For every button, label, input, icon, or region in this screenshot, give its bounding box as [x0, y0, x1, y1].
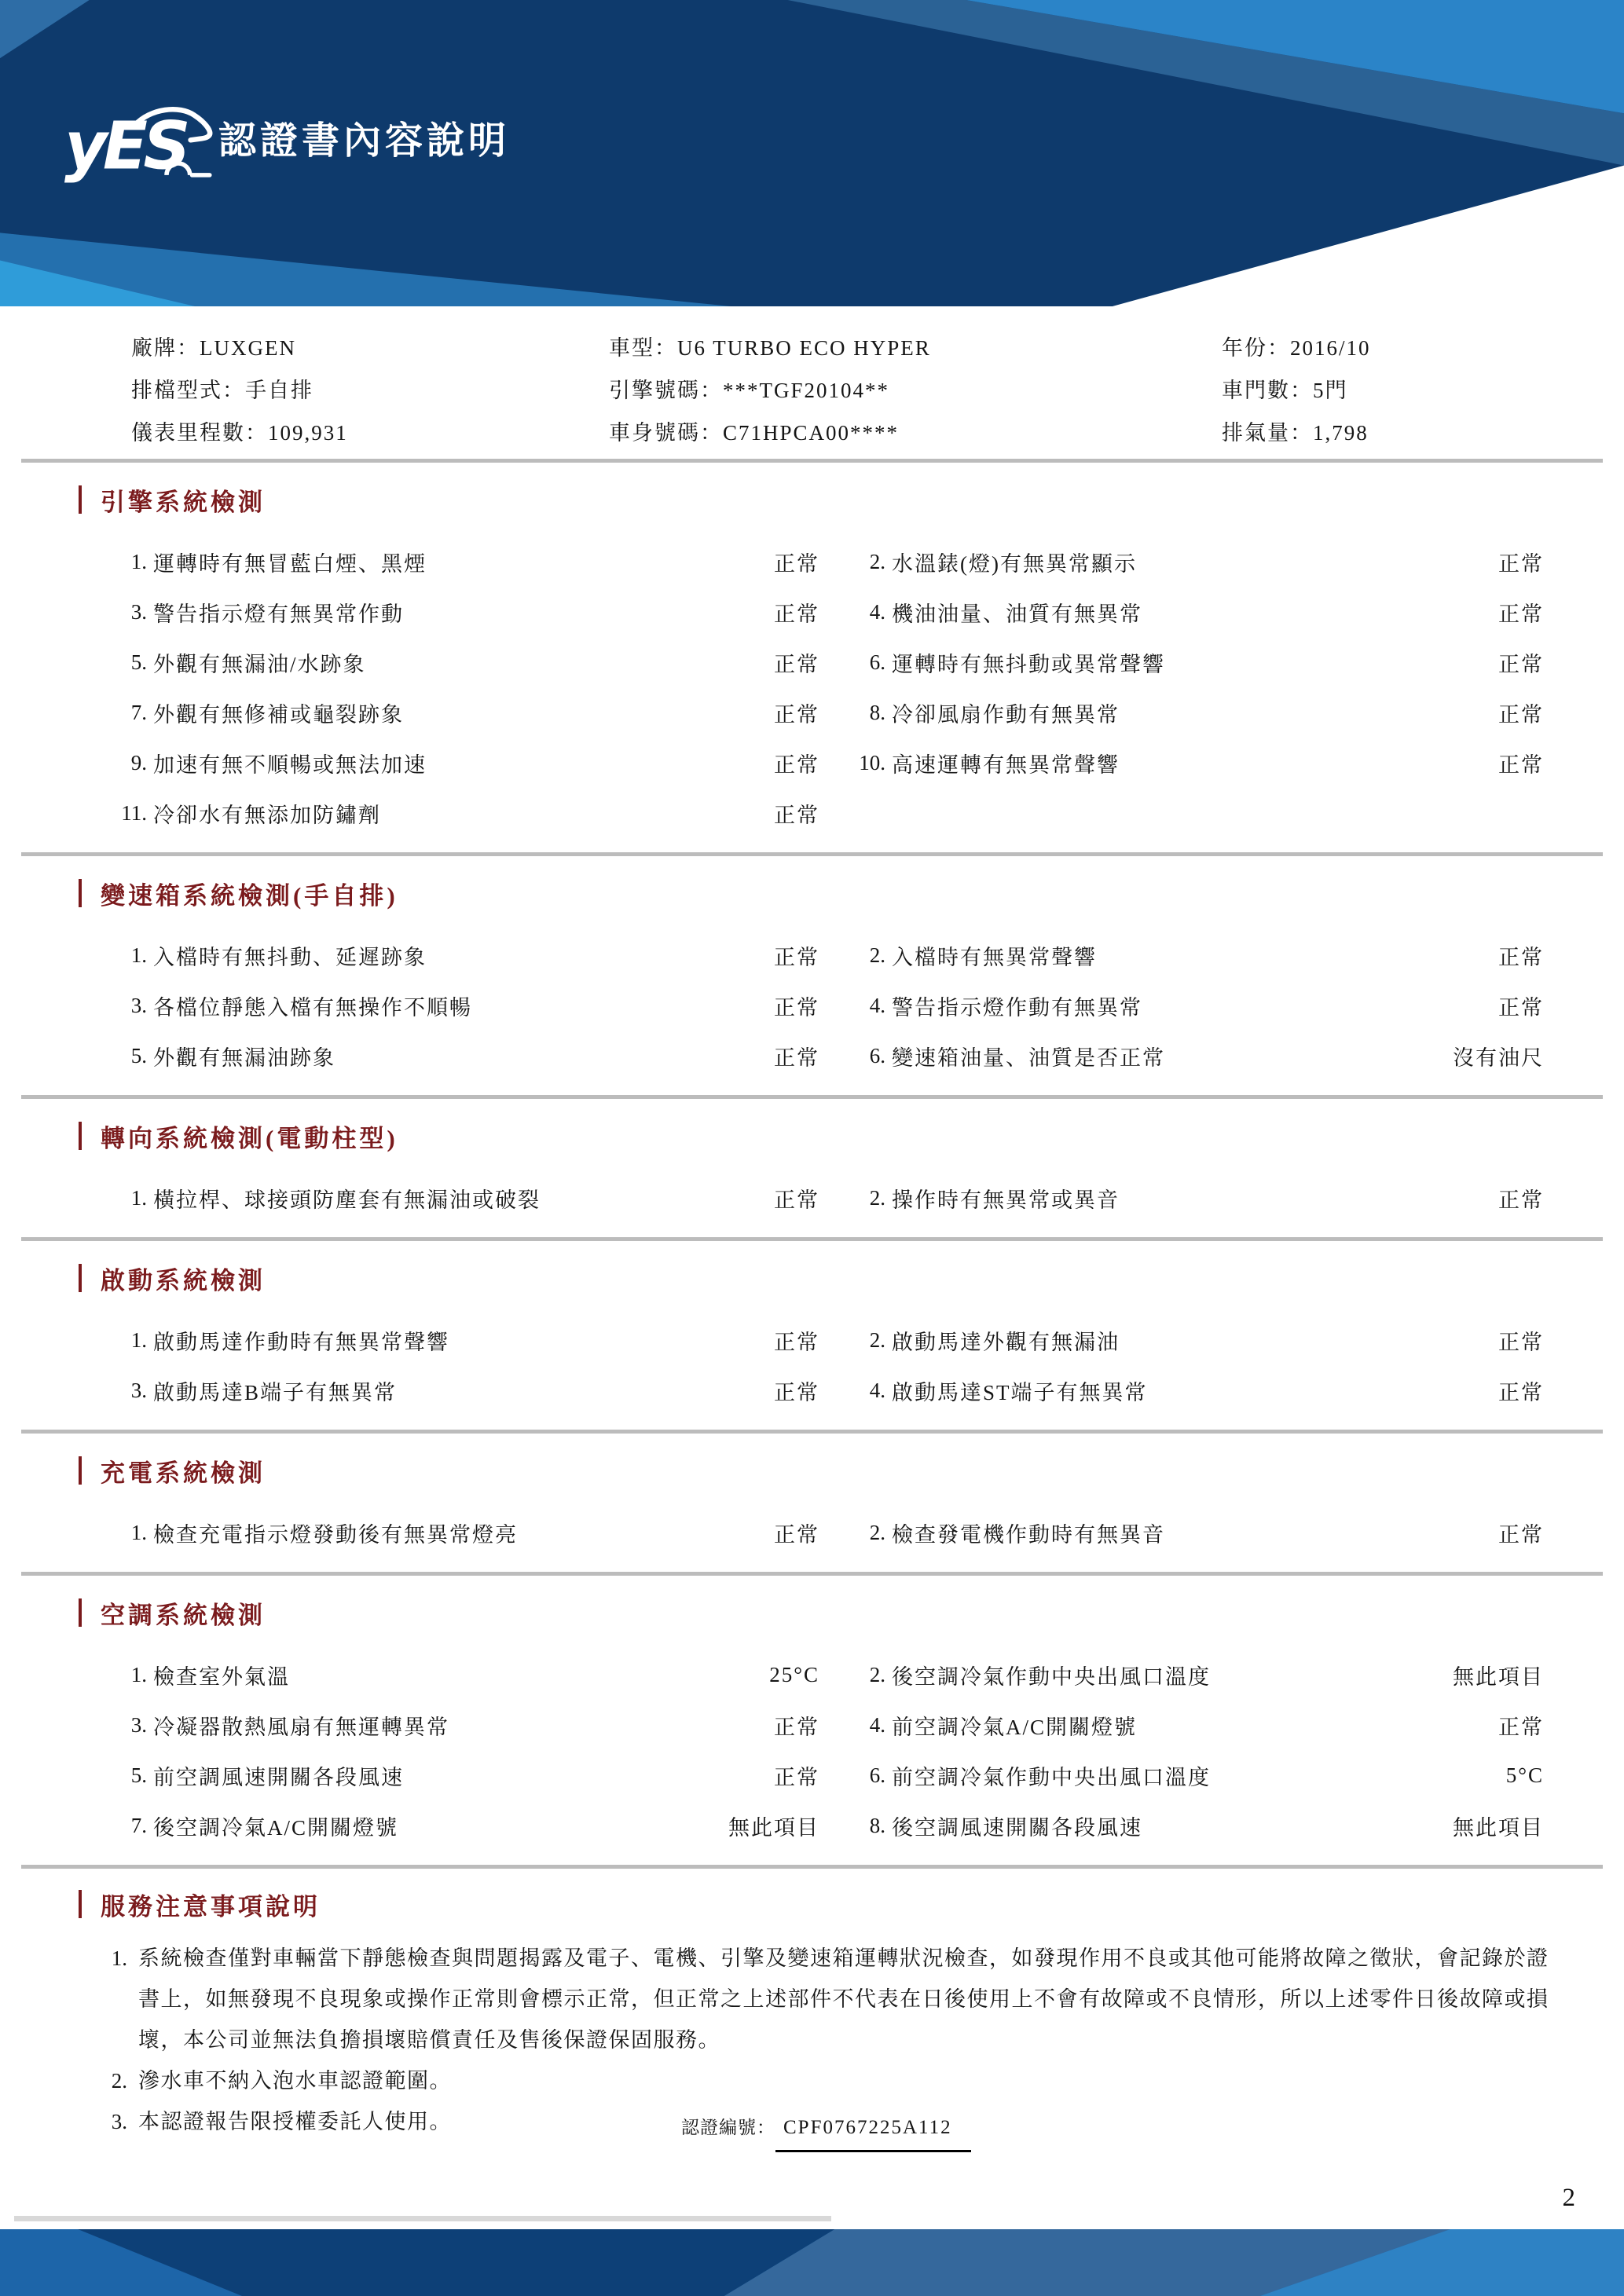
inspection-item — [846, 738, 1544, 788]
note-number: 3. — [111, 2110, 127, 2133]
item-result: 正常 — [774, 803, 819, 827]
inspection-item — [108, 1315, 819, 1365]
item-result: 正常 — [774, 702, 819, 727]
inspection-item — [108, 1800, 819, 1851]
note-text: 本認證報告限授權委託人使用。 — [138, 2110, 452, 2133]
item-label: 變速箱油量、油質是否正常 — [892, 1045, 1165, 1070]
service-note — [96, 1938, 1556, 2060]
item-result: 正常 — [774, 1522, 819, 1547]
inspection-section — [21, 483, 1603, 856]
item-number: 9. — [130, 750, 147, 774]
field-value: C71HPCA00**** — [723, 421, 900, 445]
item-number: 1. — [130, 1520, 147, 1544]
item-number: 8. — [869, 1813, 885, 1837]
note-number: 1. — [111, 1946, 127, 1970]
field-label: 引擎號碼： — [609, 379, 723, 402]
item-number: 1. — [130, 549, 147, 573]
item-result: 正常 — [1498, 551, 1544, 576]
inspection-item — [108, 738, 819, 788]
header-banner — [0, 0, 1624, 306]
section-title-text: 啟動系統檢測 — [101, 1266, 266, 1294]
section-title-bar — [79, 485, 82, 514]
inspection-item — [108, 587, 819, 637]
vehicle-info-field — [1222, 327, 1571, 369]
item-result: 正常 — [774, 1380, 819, 1404]
section-title — [79, 1454, 1603, 1487]
inspection-rows — [108, 930, 1544, 1081]
item-result: 正常 — [774, 945, 819, 969]
inspection-rows — [108, 1650, 1544, 1851]
item-label: 機油油量、油質有無異常 — [892, 602, 1142, 626]
inspection-item — [108, 980, 819, 1031]
item-label: 入檔時有無抖動、延遲跡象 — [153, 945, 427, 969]
inspection-rows — [108, 1173, 1544, 1223]
inspection-item — [846, 637, 1544, 687]
section-title-text: 空調系統檢測 — [101, 1601, 266, 1629]
item-label: 警告指示燈作動有無異常 — [892, 995, 1142, 1020]
item-result: 正常 — [1498, 652, 1544, 676]
section-title — [79, 483, 1603, 516]
section-divider — [21, 1430, 1603, 1434]
field-label: 車型： — [609, 336, 677, 360]
field-value: 2016/10 — [1290, 336, 1371, 360]
certificate-number-line — [681, 2107, 971, 2152]
inspection-rows — [108, 536, 1544, 838]
vehicle-info-field — [609, 412, 1222, 454]
item-label: 外觀有無漏油/水跡象 — [153, 652, 366, 676]
inspection-item — [108, 637, 819, 687]
vehicle-info-grid — [131, 327, 1571, 454]
yes-car-logo — [64, 99, 218, 187]
vehicle-info-field — [131, 369, 609, 412]
field-value: 5門 — [1313, 379, 1348, 402]
section-title-text: 轉向系統檢測(電動柱型) — [101, 1124, 398, 1152]
field-value: U6 TURBO ECO HYPER — [677, 336, 931, 360]
inspection-item — [846, 587, 1544, 637]
item-number: 7. — [130, 1813, 147, 1837]
item-number: 2. — [869, 1327, 885, 1352]
item-label: 後空調風速開關各段風速 — [892, 1815, 1142, 1840]
item-number: 4. — [869, 1378, 885, 1402]
item-result: 正常 — [774, 652, 819, 676]
item-result: 無此項目 — [1453, 1815, 1544, 1840]
certificate-number-label: 認證編號： — [681, 2118, 775, 2137]
item-result: 正常 — [774, 753, 819, 777]
item-result: 正常 — [1498, 702, 1544, 727]
item-label: 警告指示燈有無異常作動 — [153, 602, 404, 626]
item-label: 啟動馬達外觀有無漏油 — [892, 1330, 1120, 1354]
item-number: 3. — [130, 599, 147, 624]
item-result: 25°C — [769, 1662, 819, 1686]
service-note — [96, 2060, 1556, 2101]
inspection-item — [846, 1750, 1544, 1800]
inspection-section — [21, 1119, 1603, 1241]
item-label: 入檔時有無異常聲響 — [892, 945, 1097, 969]
section-title-text: 變速箱系統檢測(手自排) — [101, 881, 398, 910]
footer-banner — [0, 2229, 1624, 2296]
section-divider — [21, 1237, 1603, 1241]
section-divider — [21, 459, 1603, 463]
inspection-item — [846, 536, 1544, 587]
note-text: 系統檢查僅對車輛當下靜態檢查與問題揭露及電子、電機、引擎及變速箱運轉狀況檢查，如發現作用不良或其他可能將故障之徵狀，會記錄於證書上，如無發現不良現象或操作正常則會標示正常，但正常之上述部件不代表在日後使用上不會有故障或不良情形，所以上述零件日後故障或損壞，本公司並無法負擔損壞賠償責任及售後保證保固服務。 — [138, 1946, 1549, 2052]
inspection-section — [21, 1454, 1603, 1576]
inspection-section — [21, 1262, 1603, 1434]
item-number: 1. — [130, 943, 147, 967]
inspection-item — [108, 1031, 819, 1081]
item-result: 正常 — [1498, 995, 1544, 1020]
item-result: 正常 — [1498, 1330, 1544, 1354]
inspection-item — [846, 1031, 1544, 1081]
item-number: 4. — [869, 599, 885, 624]
item-label: 冷卻水有無添加防鏽劑 — [153, 803, 381, 827]
inspection-item — [108, 788, 819, 838]
field-value: 手自排 — [245, 379, 313, 402]
field-value: 109,931 — [268, 421, 348, 445]
item-label: 檢查充電指示燈發動後有無異常燈亮 — [153, 1522, 518, 1547]
inspection-sections — [21, 483, 1603, 1869]
inspection-item — [108, 687, 819, 738]
inspection-item — [108, 930, 819, 980]
note-text: 滲水車不納入泡水車認證範圍。 — [138, 2069, 452, 2093]
item-label: 操作時有無異常或異音 — [892, 1188, 1120, 1212]
inspection-item — [846, 930, 1544, 980]
item-number: 2. — [869, 1185, 885, 1210]
section-title — [79, 877, 1603, 910]
section-title-bar — [79, 1890, 82, 1918]
item-number: 1. — [130, 1327, 147, 1352]
item-result: 正常 — [774, 1045, 819, 1070]
item-result: 正常 — [774, 1330, 819, 1354]
item-label: 前空調冷氣A/C開關燈號 — [892, 1715, 1138, 1739]
inspection-item — [108, 1173, 819, 1223]
item-number: 2. — [869, 1662, 885, 1686]
item-result: 正常 — [774, 1765, 819, 1789]
vehicle-info-field — [609, 369, 1222, 412]
item-result: 5°C — [1505, 1763, 1544, 1787]
inspection-item — [108, 1365, 819, 1415]
inspection-item — [108, 1507, 819, 1558]
item-number: 2. — [869, 549, 885, 573]
vehicle-info-field — [131, 412, 609, 454]
item-label: 檢查室外氣溫 — [153, 1664, 290, 1689]
item-label: 橫拉桿、球接頭防塵套有無漏油或破裂 — [153, 1188, 541, 1212]
item-label: 冷凝器散熱風扇有無運轉異常 — [153, 1715, 449, 1739]
item-number: 5. — [130, 1043, 147, 1067]
section-title — [79, 1119, 1603, 1152]
item-label: 啟動馬達B端子有無異常 — [153, 1380, 398, 1404]
item-result: 正常 — [774, 602, 819, 626]
item-label: 運轉時有無抖動或異常聲響 — [892, 652, 1165, 676]
item-number: 11. — [121, 800, 147, 825]
field-value: LUXGEN — [200, 336, 296, 360]
item-result: 無此項目 — [1453, 1664, 1544, 1689]
vehicle-info-field — [1222, 369, 1571, 412]
item-number: 4. — [869, 1712, 885, 1737]
item-number: 6. — [869, 650, 885, 674]
inspection-item — [108, 1650, 819, 1700]
item-number: 2. — [869, 943, 885, 967]
item-result: 無此項目 — [728, 1815, 819, 1840]
field-label: 年份： — [1222, 336, 1290, 360]
field-value: 1,798 — [1313, 421, 1369, 445]
item-result: 正常 — [774, 551, 819, 576]
item-number: 8. — [869, 700, 885, 724]
item-result: 正常 — [1498, 1522, 1544, 1547]
service-notes-section — [21, 1888, 1603, 2142]
item-number: 6. — [869, 1763, 885, 1787]
field-label: 廠牌： — [131, 336, 200, 360]
vehicle-info-field — [609, 327, 1222, 369]
item-label: 前空調冷氣作動中央出風口溫度 — [892, 1765, 1211, 1789]
item-result: 正常 — [1498, 1715, 1544, 1739]
field-value: ***TGF20104** — [723, 379, 890, 402]
inspection-item — [108, 1750, 819, 1800]
section-divider — [21, 1572, 1603, 1576]
inspection-item — [846, 1365, 1544, 1415]
field-label: 排檔型式： — [131, 379, 245, 402]
field-label: 排氣量： — [1222, 421, 1313, 445]
item-number: 1. — [130, 1185, 147, 1210]
inspection-item — [846, 687, 1544, 738]
item-result: 正常 — [1498, 945, 1544, 969]
item-number: 3. — [130, 1712, 147, 1737]
item-number: 3. — [130, 993, 147, 1017]
inspection-section — [21, 1596, 1603, 1869]
item-label: 前空調風速開關各段風速 — [153, 1765, 404, 1789]
section-title-bar — [79, 879, 82, 907]
item-label: 高速運轉有無異常聲響 — [892, 753, 1120, 777]
section-title-bar — [79, 1122, 82, 1150]
inspection-item — [846, 980, 1544, 1031]
item-label: 各檔位靜態入檔有無操作不順暢 — [153, 995, 472, 1020]
footer-gray-strip — [14, 2216, 831, 2221]
item-label: 水溫錶(燈)有無異常顯示 — [892, 551, 1137, 576]
field-label: 車門數： — [1222, 379, 1313, 402]
item-label: 冷卻風扇作動有無異常 — [892, 702, 1120, 727]
field-label: 儀表里程數： — [131, 421, 268, 445]
item-result: 正常 — [1498, 753, 1544, 777]
inspection-item — [846, 1650, 1544, 1700]
item-label: 檢查發電機作動時有無異音 — [892, 1522, 1165, 1547]
section-title-text: 引擎系統檢測 — [101, 488, 266, 516]
item-number: 1. — [130, 1662, 147, 1686]
item-number: 5. — [130, 650, 147, 674]
logo-text: yES — [64, 107, 187, 185]
inspection-rows — [108, 1315, 1544, 1415]
item-label: 啟動馬達作動時有無異常聲響 — [153, 1330, 449, 1354]
page-title: 認證書內容說明 — [218, 120, 511, 162]
item-number: 2. — [869, 1520, 885, 1544]
item-number: 5. — [130, 1763, 147, 1787]
item-label: 外觀有無修補或龜裂跡象 — [153, 702, 404, 727]
item-number: 3. — [130, 1378, 147, 1402]
item-label: 運轉時有無冒藍白煙、黑煙 — [153, 551, 427, 576]
item-result: 正常 — [1498, 602, 1544, 626]
item-result: 正常 — [1498, 1380, 1544, 1404]
inspection-rows — [108, 1507, 1544, 1558]
note-number: 2. — [111, 2069, 127, 2093]
item-number: 7. — [130, 700, 147, 724]
notes-list — [96, 1938, 1556, 2142]
section-title-text: 服務注意事項說明 — [101, 1892, 321, 1921]
item-result: 正常 — [774, 995, 819, 1020]
inspection-item — [846, 1700, 1544, 1750]
item-result: 正常 — [1498, 1188, 1544, 1212]
inspection-item — [846, 1173, 1544, 1223]
item-result: 沒有油尺 — [1453, 1045, 1544, 1070]
section-title-bar — [79, 1598, 82, 1627]
vehicle-info-field — [1222, 412, 1571, 454]
inspection-item — [846, 1507, 1544, 1558]
item-label: 加速有無不順暢或無法加速 — [153, 753, 427, 777]
field-label: 車身號碼： — [609, 421, 723, 445]
section-title-bar — [79, 1456, 82, 1485]
inspection-item — [846, 1800, 1544, 1851]
certificate-number-value: CPF0767225A112 — [775, 2107, 971, 2152]
item-number: 6. — [869, 1043, 885, 1067]
inspection-item — [846, 1315, 1544, 1365]
vehicle-info-field — [131, 327, 609, 369]
item-label: 啟動馬達ST端子有無異常 — [892, 1380, 1148, 1404]
page-number: 2 — [1562, 2184, 1575, 2212]
main-content — [0, 306, 1624, 2142]
section-title — [79, 1262, 1603, 1294]
item-number: 4. — [869, 993, 885, 1017]
inspection-section — [21, 877, 1603, 1099]
item-result: 正常 — [774, 1715, 819, 1739]
section-divider — [21, 1865, 1603, 1869]
inspection-item — [108, 1700, 819, 1750]
section-title-bar — [79, 1264, 82, 1292]
item-label: 後空調冷氣A/C開關燈號 — [153, 1815, 399, 1840]
section-divider — [21, 852, 1603, 856]
item-result: 正常 — [774, 1188, 819, 1212]
item-label: 外觀有無漏油跡象 — [153, 1045, 335, 1070]
inspection-item — [108, 536, 819, 587]
item-number: 10. — [859, 750, 885, 774]
section-title — [79, 1596, 1603, 1629]
section-title-text: 充電系統檢測 — [101, 1459, 266, 1487]
section-title — [79, 1888, 1603, 1921]
section-divider — [21, 1095, 1603, 1099]
item-label: 後空調冷氣作動中央出風口溫度 — [892, 1664, 1211, 1689]
